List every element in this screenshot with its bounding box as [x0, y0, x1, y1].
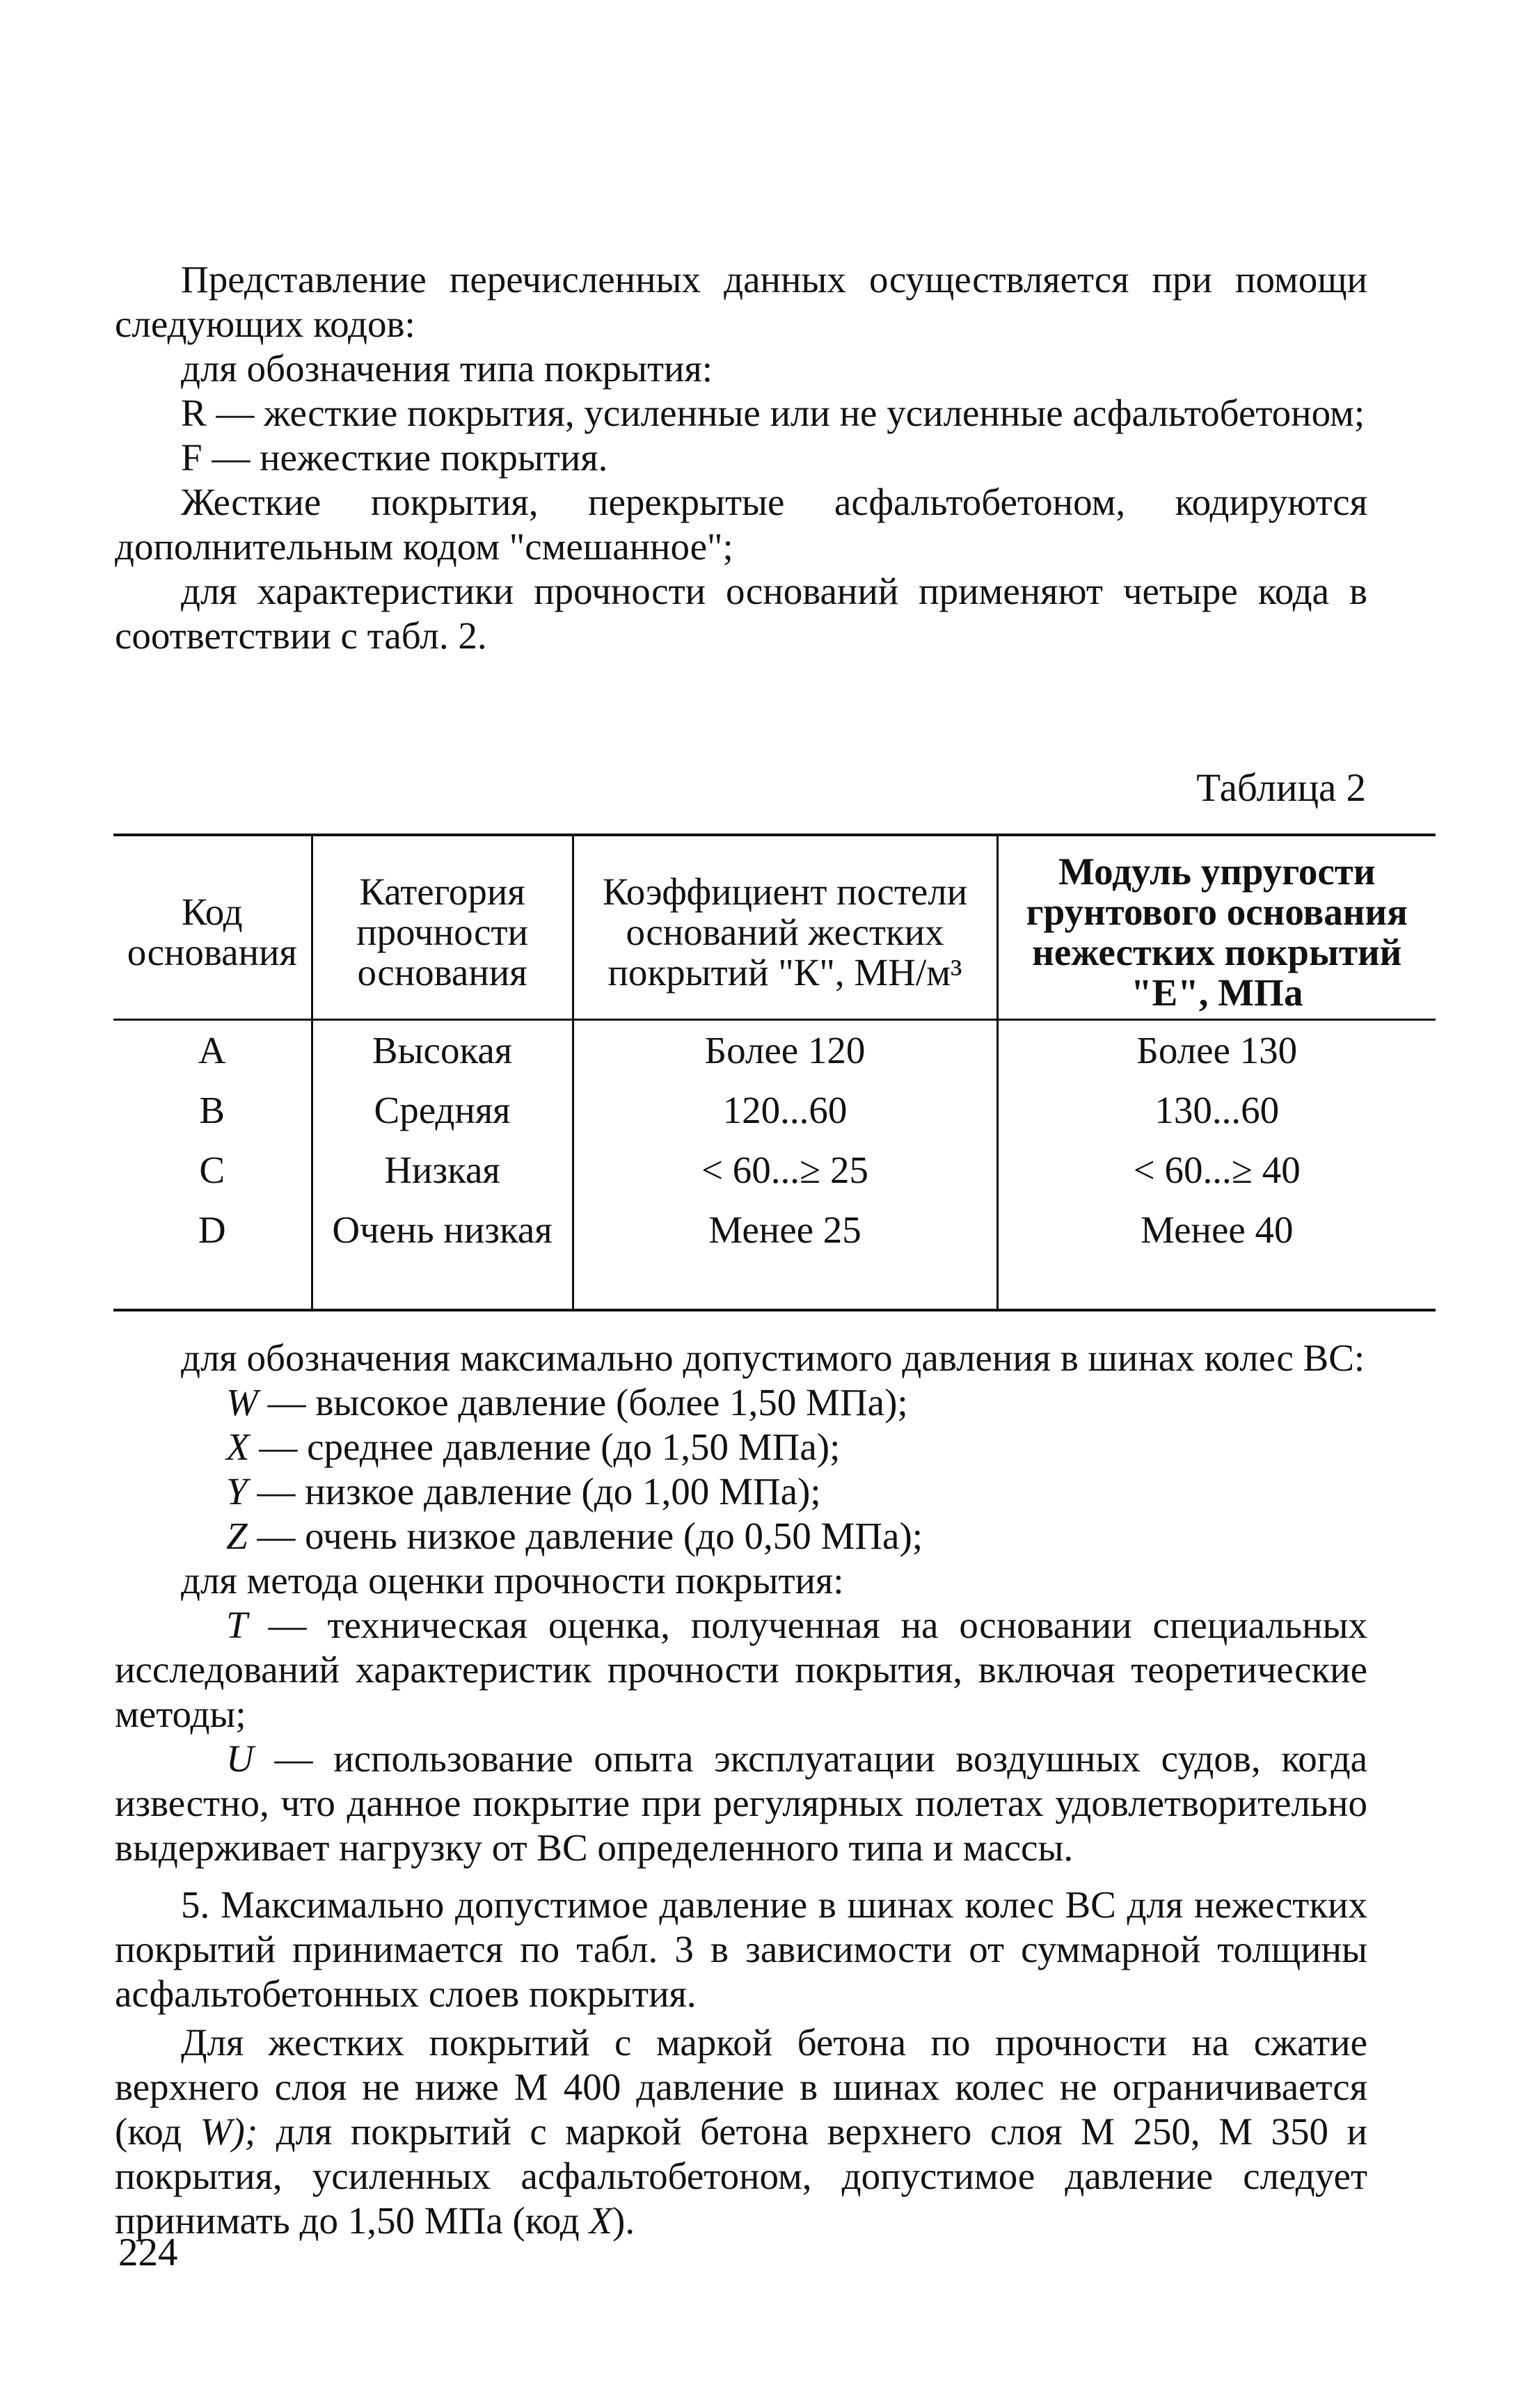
- header-base-code: Код основания: [113, 835, 312, 1020]
- paragraph-item-5: 5. Максимально допустимое давление в шинах колес ВС для нежестких покрытий принимается по табл. 3 в зависимости от суммарной толщины асфальтобетонных слоев покрытия.: [115, 1883, 1367, 2015]
- paragraph-codes-intro: Представление перечисленных данных осуществляется при помощи следующих кодов:: [115, 258, 1367, 345]
- header-strength-category: Категория прочности основания: [312, 835, 573, 1020]
- cell-modulus: Более 130: [997, 1020, 1436, 1081]
- code-t: T: [226, 1604, 248, 1646]
- paragraph-pressure-intro: для обозначения максимально допустимого давления в шинах колес ВС:: [181, 1337, 1365, 1379]
- table-row: [113, 1081, 1436, 1140]
- cell-code: B: [199, 1089, 225, 1131]
- table-header-row: [113, 835, 1436, 1020]
- rigid-code-w: W);: [200, 2110, 258, 2153]
- code-x: X: [226, 1426, 250, 1468]
- cell-category: Низкая: [312, 1140, 573, 1200]
- code-z: Z: [226, 1515, 248, 1557]
- table-row: [113, 1020, 1436, 1081]
- paragraph-code-f: F — нежесткие покрытия.: [181, 436, 608, 479]
- table-caption: Таблица 2: [1196, 766, 1366, 810]
- cell-category: Высокая: [312, 1020, 573, 1081]
- paragraph-code-z: [115, 1514, 1367, 1558]
- paragraph-code-u: [115, 1737, 1367, 1870]
- rigid-text-c: ).: [612, 2199, 635, 2242]
- table-row: [113, 1200, 1436, 1310]
- paragraph-code-r: R — жесткие покрытия, усиленные или не усиленные асфальтобетоном;: [181, 392, 1365, 434]
- code-w-text: — высокое давление (более 1,50 МПа);: [257, 1381, 908, 1424]
- cell-coefficient: < 60...≥ 25: [573, 1140, 997, 1200]
- header-elastic-modulus: Модуль упругости грунтового основания нежестких покрытий "Е", МПа: [997, 835, 1436, 1020]
- paragraph-method-intro: для метода оценки прочности покрытия:: [181, 1559, 844, 1602]
- cell-code: D: [198, 1209, 226, 1251]
- cell-code: A: [198, 1029, 226, 1071]
- intro-section: [115, 257, 1367, 658]
- code-u: U: [226, 1737, 254, 1780]
- paragraph-code-x: [115, 1425, 1367, 1469]
- cell-modulus: Менее 40: [997, 1200, 1436, 1310]
- paragraph-mixed: Жесткие покрытия, перекрытые асфальтобетоном, кодируются дополнительным кодом "смешанное";: [115, 481, 1367, 568]
- header-subgrade-coefficient: Коэффициент постели оснований жестких покрытий "К", МН/м³: [573, 835, 997, 1020]
- paragraph-code-y: [115, 1469, 1367, 1514]
- code-x-text: — среднее давление (до 1,50 МПа);: [249, 1426, 841, 1468]
- code-u-text: — использование опыта эксплуатации воздушных судов, когда известно, что данное покрытие при регулярных полетах удовлетворительно выдерживает нагрузку от ВС определенного типа и массы.: [115, 1737, 1367, 1869]
- page-number: 224: [118, 2231, 178, 2274]
- table-2: [113, 834, 1436, 1311]
- paragraph-code-w: [115, 1380, 1367, 1425]
- paragraph-base-strength: для характеристики прочности оснований применяют четыре кода в соответствии с табл. 2.: [115, 570, 1367, 657]
- paragraph-code-t: [115, 1603, 1367, 1737]
- cell-coefficient: Более 120: [573, 1020, 997, 1081]
- cell-coefficient: 120...60: [573, 1081, 997, 1140]
- body-section: [115, 1336, 1367, 2243]
- rigid-code-x: X: [589, 2199, 613, 2242]
- code-z-text: — очень низкое давление (до 0,50 МПа);: [247, 1515, 923, 1557]
- rigid-text-b: для покрытий с маркой бетона верхнего слоя М 250, М 350 и покрытия, усиленных асфальтобетоном, допустимое давление следует принимать до 1,50 МПа (код: [115, 2110, 1367, 2242]
- cell-modulus: 130...60: [997, 1081, 1436, 1140]
- code-t-text: — техническая оценка, полученная на основании специальных исследований характеристик прочности покрытия, включая теоретические методы;: [115, 1604, 1367, 1735]
- cell-category: Средняя: [312, 1081, 573, 1140]
- cell-modulus: < 60...≥ 40: [997, 1140, 1436, 1200]
- paragraph-rigid-coverage: [115, 2020, 1367, 2243]
- rigid-text-a: Для жестких покрытий с маркой бетона по прочности на сжатие верхнего слоя не ниже М 400 давление в шинах колес не ограничивается (код: [115, 2021, 1367, 2153]
- paragraph-coverage-type: для обозначения типа покрытия:: [181, 347, 713, 390]
- cell-category: Очень низкая: [312, 1200, 573, 1310]
- code-y: Y: [226, 1470, 248, 1513]
- code-w: W: [226, 1381, 258, 1424]
- cell-coefficient: Менее 25: [573, 1200, 997, 1310]
- cell-code: C: [199, 1149, 225, 1191]
- code-y-text: — низкое давление (до 1,00 МПа);: [247, 1470, 821, 1513]
- table-row: [113, 1140, 1436, 1200]
